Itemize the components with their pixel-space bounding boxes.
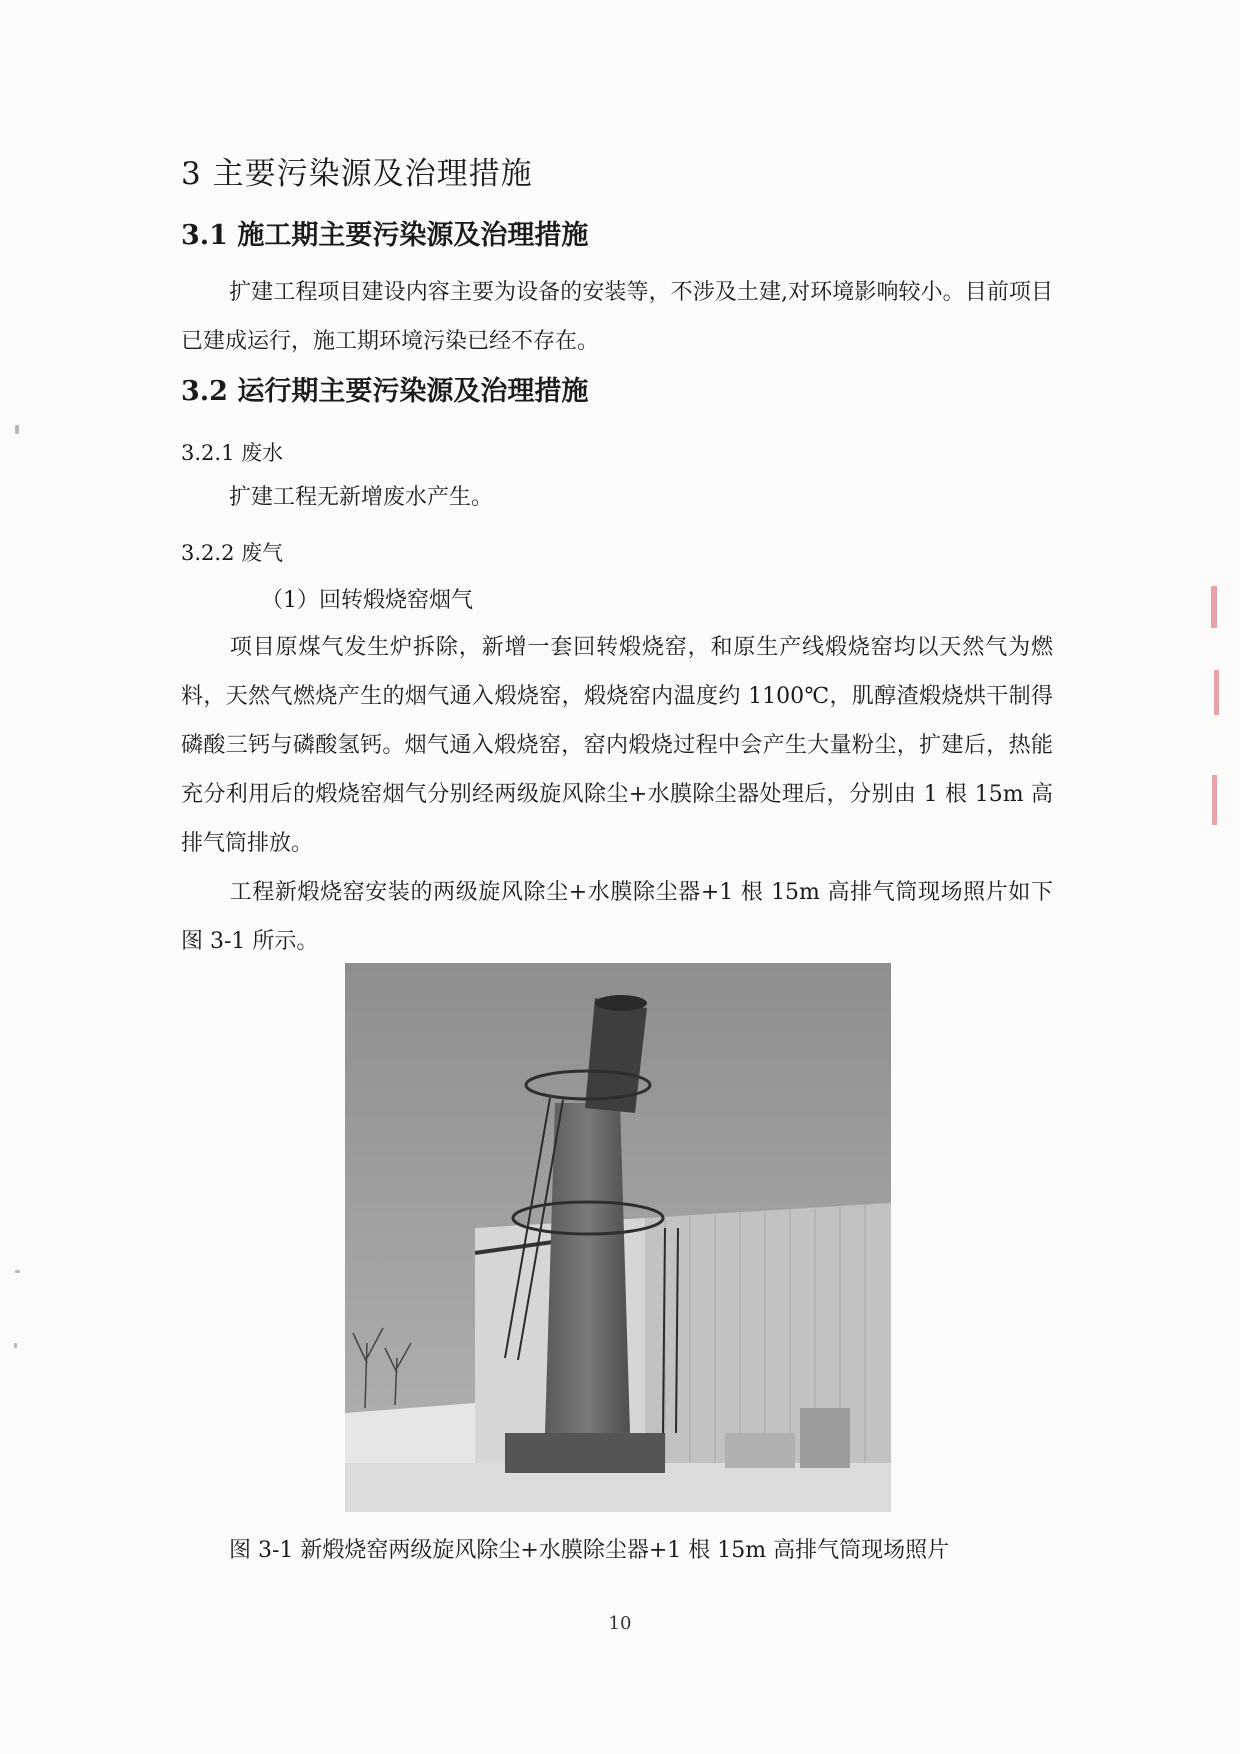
site-photo bbox=[345, 963, 891, 1512]
paragraph-exhaust-description-text: 项目原煤气发生炉拆除，新增一套回转煅烧窑，和原生产线煅烧窑均以天然气为燃料，天然气燃烧产生的烟气通入煅烧窑，煅烧窑内温度约 1100℃，肌醇渣煅烧烘干制得磷酸三钙与磷酸氢钙。烟气通入煅烧窑，窑内煅烧过程中会产生大量粉尘，扩建后，热能充分利用后的煅烧窑烟气分别经两级旋风除尘+水膜除尘器处理后，分别由 1 根 15m 高排气筒排放。 bbox=[181, 635, 1053, 856]
section-heading-3-1: 3.1 施工期主要污染源及治理措施 bbox=[181, 220, 589, 251]
scan-speck bbox=[14, 1343, 17, 1348]
paragraph-wastewater-text: 扩建工程无新增废水产生。 bbox=[229, 485, 494, 510]
section-heading-3: 3 主要污染源及治理措施 bbox=[181, 156, 533, 192]
paragraph-construction-period bbox=[181, 268, 1053, 366]
page-number: 10 bbox=[608, 1613, 632, 1634]
figure-caption: 图 3-1 新煅烧窑两级旋风除尘+水膜除尘器+1 根 15m 高排气筒现场照片 bbox=[229, 1538, 950, 1563]
exhaust-stack-photo-image bbox=[345, 963, 891, 1512]
section-heading-3-2: 3.2 运行期主要污染源及治理措施 bbox=[181, 376, 589, 407]
paragraph-photo-reference bbox=[181, 868, 1053, 966]
paragraph-photo-reference-text: 工程新煅烧窑安装的两级旋风除尘+水膜除尘器+1 根 15m 高排气筒现场照片如下图 3-1 所示。 bbox=[181, 880, 1053, 954]
subsection-heading-wastewater: 3.2.1 废水 bbox=[181, 441, 284, 465]
scan-speck bbox=[15, 425, 19, 434]
subsection-heading-exhaust: 3.2.2 废气 bbox=[181, 541, 284, 565]
paragraph-wastewater bbox=[181, 473, 1053, 522]
paragraph-construction-period-text: 扩建工程项目建设内容主要为设备的安装等，不涉及土建,对环境影响较小。目前项目已建成运行，施工期环境污染已经不存在。 bbox=[181, 280, 1053, 354]
stamp-edge bbox=[1214, 670, 1219, 715]
stamp-edge bbox=[1211, 586, 1217, 628]
list-item-title: （1）回转煅烧窑烟气 bbox=[261, 588, 473, 613]
stamp-edge bbox=[1212, 775, 1217, 825]
scan-speck bbox=[15, 1270, 20, 1273]
paragraph-exhaust-description bbox=[181, 623, 1053, 868]
